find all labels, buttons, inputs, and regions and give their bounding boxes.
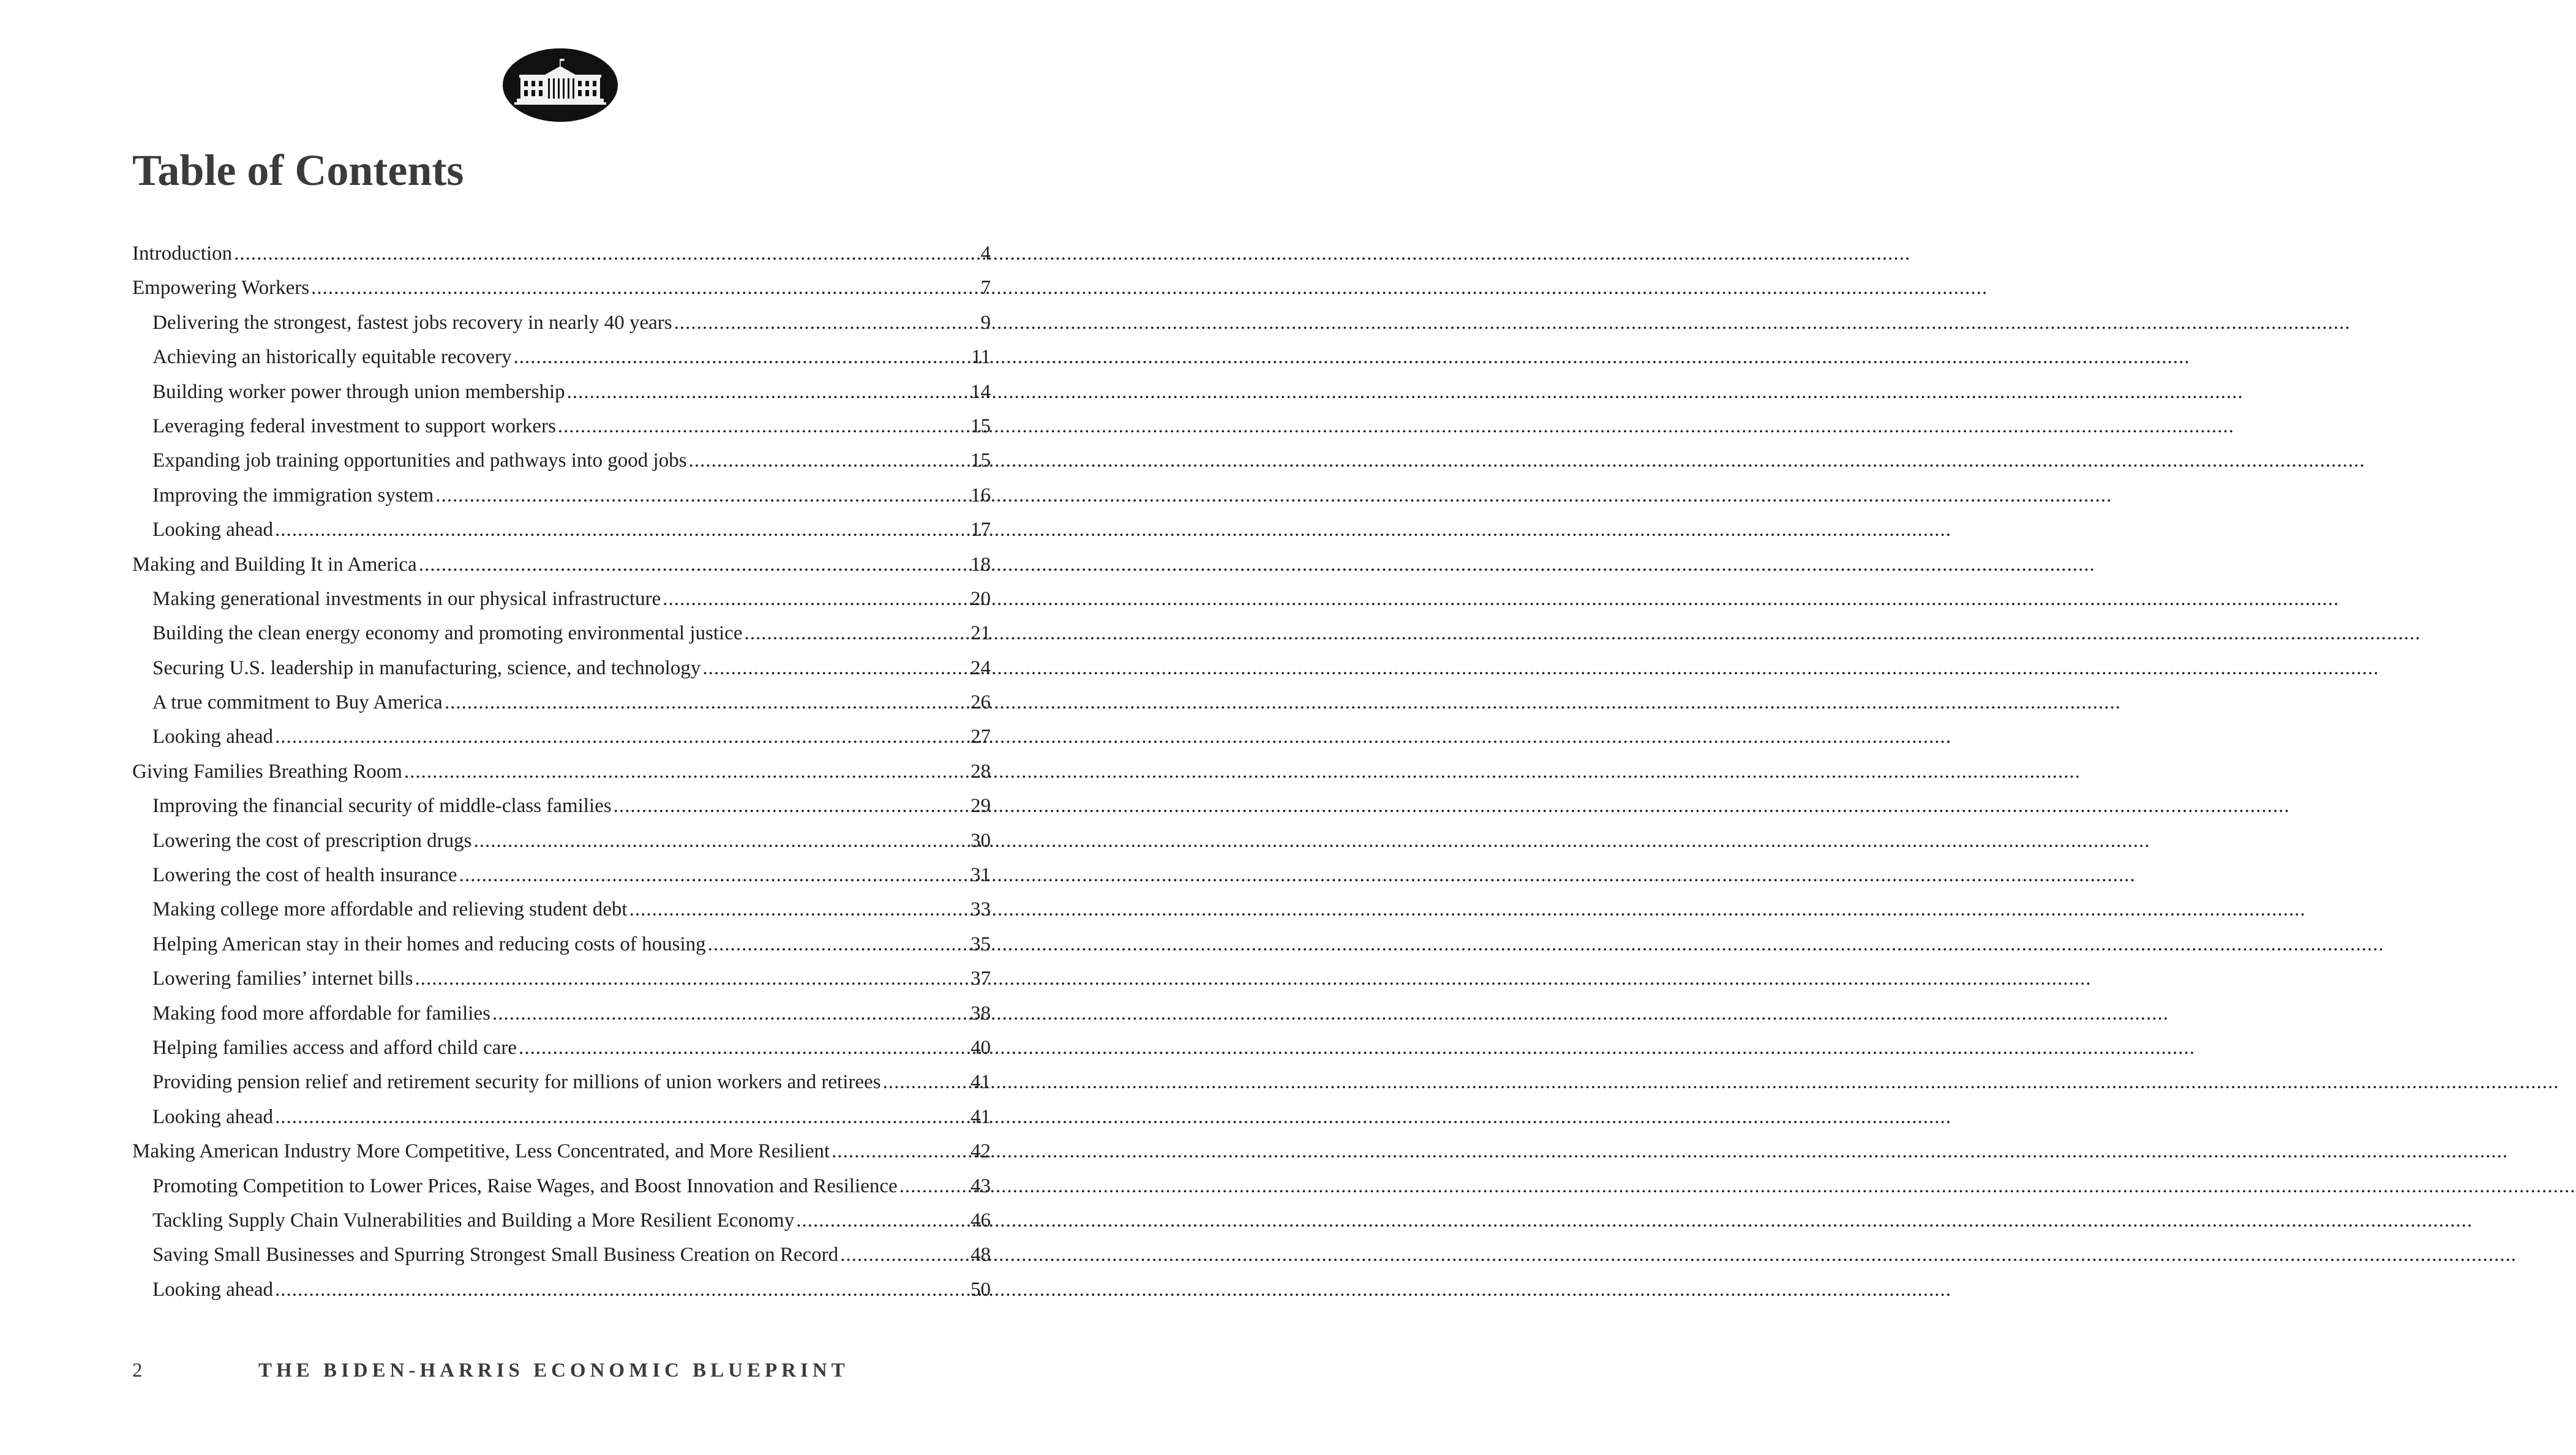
- toc-entry-page-number: 26: [971, 691, 991, 714]
- toc-subsection-entry[interactable]: [132, 789, 991, 823]
- toc-entry-label: Making American Industry More Competitive, Less Concentrated, and More Resilient: [132, 1140, 830, 1163]
- toc-entry-label: Making and Building It in America: [132, 553, 417, 576]
- toc-dot-leader: [796, 1203, 968, 1238]
- toc-entry-label: Building worker power through union membership: [152, 380, 565, 403]
- toc-dot-leader: [275, 720, 968, 754]
- toc-entry-label: Looking ahead: [152, 519, 274, 541]
- toc-entry-label: Helping families access and afford child care: [152, 1036, 517, 1059]
- toc-dot-leader: [702, 651, 968, 685]
- toc-entry-label: Building the clean energy economy and promoting environmental justice: [152, 622, 743, 645]
- toc-entry-label: Looking ahead: [152, 726, 274, 748]
- table-of-contents: [132, 236, 991, 1307]
- toc-subsection-entry[interactable]: [132, 858, 991, 892]
- page-footer: [132, 1358, 991, 1383]
- toc-subsection-entry[interactable]: [132, 1065, 991, 1099]
- toc-section-entry[interactable]: [132, 1134, 991, 1168]
- toc-entry-page-number: 11: [971, 346, 991, 369]
- toc-entry-label: Lowering the cost of prescription drugs: [152, 829, 472, 852]
- toc-entry-label: Introduction: [132, 242, 233, 265]
- toc-dot-leader: [744, 616, 968, 650]
- toc-entry-page-number: 16: [971, 484, 991, 506]
- toc-dot-leader: [445, 685, 968, 720]
- toc-subsection-entry[interactable]: [132, 1273, 991, 1307]
- toc-subsection-entry[interactable]: [132, 1100, 991, 1134]
- toc-entry-label: Promoting Competition to Lower Prices, Raise Wages, and Boost Innovation and Resilience: [152, 1175, 898, 1197]
- toc-entry-label: A true commitment to Buy America: [152, 691, 443, 714]
- toc-subsection-entry[interactable]: [132, 1238, 991, 1272]
- toc-subsection-entry[interactable]: [132, 927, 991, 961]
- toc-subsection-entry[interactable]: [132, 513, 991, 547]
- toc-dot-leader: [899, 1169, 968, 1203]
- toc-entry-page-number: 38: [971, 1002, 991, 1025]
- toc-entry-label: Expanding job training opportunities and pathways into good jobs: [152, 449, 687, 472]
- toc-entry-label: Making college more affordable and relieving student debt: [152, 898, 628, 921]
- toc-entry-page-number: 14: [971, 380, 991, 403]
- toc-entry-page-number: 42: [971, 1140, 991, 1163]
- toc-entry-label: Making generational investments in our physical infrastructure: [152, 587, 661, 610]
- toc-subsection-entry[interactable]: [132, 996, 991, 1031]
- toc-entry-page-number: 18: [971, 553, 991, 576]
- toc-entry-page-number: 4: [980, 242, 991, 265]
- toc-entry-page-number: 28: [971, 760, 991, 783]
- toc-entry-page-number: 30: [971, 829, 991, 852]
- toc-entry-label: Looking ahead: [152, 1278, 274, 1301]
- running-title: THE BIDEN-HARRIS ECONOMIC BLUEPRINT: [258, 1359, 849, 1382]
- toc-entry-page-number: 9: [980, 311, 991, 334]
- toc-subsection-entry[interactable]: [132, 582, 991, 616]
- toc-entry-page-number: 48: [971, 1244, 991, 1266]
- toc-subsection-entry[interactable]: [132, 375, 991, 409]
- toc-dot-leader: [840, 1238, 968, 1272]
- toc-dot-leader: [419, 547, 968, 582]
- toc-dot-leader: [663, 582, 968, 616]
- toc-dot-leader: [519, 1031, 968, 1065]
- toc-subsection-entry[interactable]: [132, 409, 991, 443]
- white-house-seal-icon: [502, 48, 618, 122]
- toc-entry-page-number: 43: [971, 1175, 991, 1197]
- toc-entry-page-number: 24: [971, 656, 991, 679]
- toc-entry-label: Giving Families Breathing Room: [132, 760, 402, 783]
- toc-entry-page-number: 37: [971, 968, 991, 990]
- page-number: 2: [132, 1359, 143, 1382]
- toc-dot-leader: [459, 858, 968, 892]
- toc-dot-leader: [311, 271, 978, 305]
- toc-dot-leader: [275, 1273, 968, 1307]
- toc-entry-label: Leveraging federal investment to support workers: [152, 415, 556, 437]
- toc-dot-leader: [275, 1100, 968, 1134]
- toc-dot-leader: [435, 478, 968, 513]
- toc-entry-label: Lowering the cost of health insurance: [152, 864, 457, 887]
- toc-subsection-entry[interactable]: [132, 651, 991, 685]
- toc-entry-page-number: 46: [971, 1209, 991, 1231]
- toc-entry-page-number: 50: [971, 1278, 991, 1301]
- toc-entry-page-number: 40: [971, 1036, 991, 1059]
- toc-subsection-entry[interactable]: [132, 616, 991, 650]
- toc-entry-label: Making food more affordable for families: [152, 1002, 490, 1025]
- toc-subsection-entry[interactable]: [132, 340, 991, 374]
- toc-entry-label: Securing U.S. leadership in manufacturing, science, and technology: [152, 656, 701, 679]
- toc-entry-page-number: 17: [971, 519, 991, 541]
- toc-entry-page-number: 21: [971, 622, 991, 645]
- toc-dot-leader: [674, 306, 978, 340]
- toc-entry-label: Helping American stay in their homes and reducing costs of housing: [152, 933, 706, 955]
- toc-subsection-entry[interactable]: [132, 1203, 991, 1238]
- toc-dot-leader: [275, 513, 968, 547]
- toc-entry-label: Delivering the strongest, fastest jobs recovery in nearly 40 years: [152, 311, 672, 334]
- toc-entry-page-number: 41: [971, 1071, 991, 1094]
- toc-dot-leader: [689, 443, 968, 478]
- toc-subsection-entry[interactable]: [132, 443, 991, 478]
- toc-dot-leader: [883, 1065, 968, 1099]
- toc-entry-label: Providing pension relief and retirement security for millions of union workers and retirees: [152, 1071, 881, 1094]
- toc-dot-leader: [629, 892, 968, 927]
- toc-entry-label: Achieving an historically equitable recovery: [152, 346, 512, 369]
- toc-entry-page-number: 35: [971, 933, 991, 955]
- toc-section-entry[interactable]: [132, 271, 991, 305]
- toc-dot-leader: [234, 236, 978, 271]
- toc-section-entry[interactable]: [132, 754, 991, 789]
- toc-subsection-entry[interactable]: [132, 892, 991, 927]
- toc-entry-page-number: 31: [971, 864, 991, 887]
- toc-dot-leader: [832, 1134, 968, 1168]
- toc-entry-page-number: 41: [971, 1105, 991, 1128]
- toc-entry-page-number: 15: [971, 415, 991, 437]
- toc-dot-leader: [492, 996, 968, 1031]
- toc-dot-leader: [558, 409, 968, 443]
- toc-entry-page-number: 15: [971, 449, 991, 472]
- toc-entry-label: Empowering Workers: [132, 277, 310, 299]
- toc-subsection-entry[interactable]: [132, 961, 991, 996]
- toc-subsection-entry[interactable]: [132, 306, 991, 340]
- toc-entry-label: Improving the financial security of middle-class families: [152, 795, 612, 818]
- toc-subsection-entry[interactable]: [132, 685, 991, 720]
- toc-entry-page-number: 27: [971, 726, 991, 748]
- toc-subsection-entry[interactable]: [132, 1031, 991, 1065]
- toc-entry-page-number: 7: [980, 277, 991, 299]
- toc-subsection-entry[interactable]: [132, 478, 991, 513]
- toc-entry-label: Lowering families’ internet bills: [152, 968, 413, 990]
- page-title: Table of Contents: [132, 146, 464, 195]
- toc-entry-label: Looking ahead: [152, 1105, 274, 1128]
- toc-section-entry[interactable]: [132, 547, 991, 582]
- toc-dot-leader: [567, 375, 968, 409]
- toc-subsection-entry[interactable]: [132, 1169, 991, 1203]
- toc-dot-leader: [473, 824, 968, 858]
- toc-subsection-entry[interactable]: [132, 824, 991, 858]
- toc-dot-leader: [708, 927, 968, 961]
- toc-dot-leader: [415, 961, 968, 996]
- toc-subsection-entry[interactable]: [132, 720, 991, 754]
- toc-dot-leader: [404, 754, 968, 789]
- toc-entry-page-number: 33: [971, 898, 991, 921]
- toc-dot-leader: [513, 340, 969, 374]
- toc-entry-page-number: 29: [971, 795, 991, 818]
- toc-entry-label: Improving the immigration system: [152, 484, 434, 506]
- toc-entry-label: Tackling Supply Chain Vulnerabilities and Building a More Resilient Economy: [152, 1209, 795, 1231]
- toc-entry-label: Saving Small Businesses and Spurring Strongest Small Business Creation on Record: [152, 1244, 839, 1266]
- toc-entry-page-number: 20: [971, 587, 991, 610]
- toc-dot-leader: [614, 789, 968, 823]
- toc-section-entry[interactable]: [132, 236, 991, 271]
